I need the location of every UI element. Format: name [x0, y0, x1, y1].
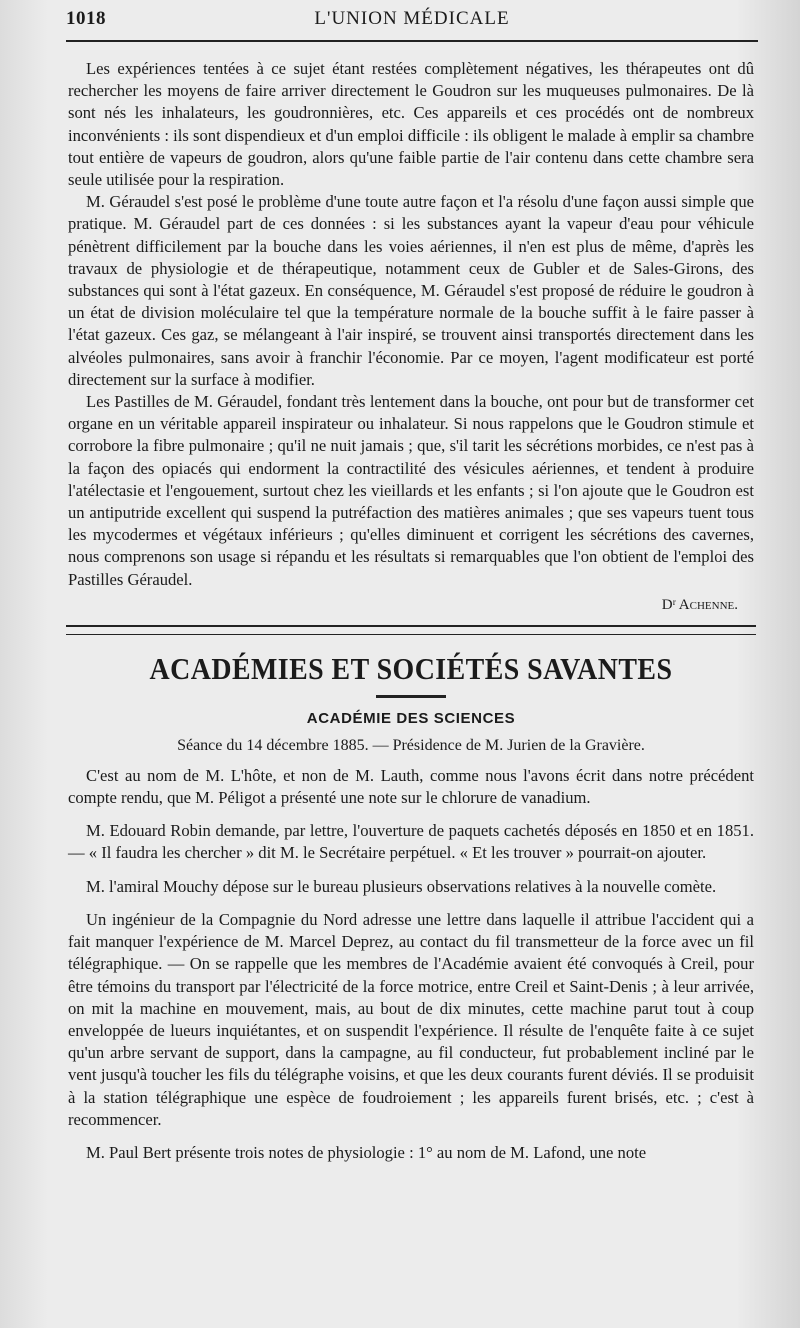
author-signature: Dʳ Achenne. — [661, 596, 738, 613]
report-paragraph: M. Edouard Robin demande, par lettre, l'ouverture de paquets cachetés déposés en 1850 et en 1851. — « Il faudra les chercher » dit M. le Secrétaire perpétuel. « Et les trouver » pourrait-on ajouter. — [68, 821, 754, 863]
article-geraudel — [68, 58, 754, 615]
page-number: 1018 — [66, 8, 106, 29]
subsection-title: ACADÉMIE DES SCIENCES — [306, 709, 516, 727]
section-title: ACADÉMIES ET SOCIÉTÉS SAVANTES — [149, 650, 673, 686]
running-title: L'UNION MÉDICALE — [314, 8, 510, 29]
article-paragraph: M. Géraudel s'est posé le problème d'une toute autre façon et l'a résolu d'une façon aussi simple que pratique. M. Géraudel part de ces données : si les substances ayant la vapeur d'eau pour véhicule pénètrent difficilement par la bouche dans les voies aériennes, il n'en est plus de même, d'après les travaux de physiologie et de thérapeutique, notamment ceux de Gubler et de Sales-Girons, des substances qui sont à l'état gazeux. En conséquence, M. Géraudel s'est proposé de réduire le goudron à un état de division moléculaire tel que la température normale de la bouche suffit à le faire passer à l'état gazeux. Ces gaz, se mélangeant à l'air inspiré, se trouvent ainsi transportés directement dans les alvéoles pulmonaires, sans avoir à franchir l'économie. Par ce moyen, l'agent modificateur est porté directement sur la surface à modifier. — [68, 192, 754, 389]
header-rule — [66, 40, 758, 42]
report-paragraph: C'est au nom de M. L'hôte, et non de M. Lauth, comme nous l'avons écrit dans notre précédent compte rendu, que M. Péligot a présenté une note sur le chlorure de vanadium. — [68, 765, 754, 808]
session-line: Séance du 14 décembre 1885. — Présidence de M. Jurien de la Gravière. — [177, 736, 645, 754]
report-paragraph: M. l'amiral Mouchy dépose sur le bureau plusieurs observations relatives à la nouvelle comète. — [86, 876, 717, 896]
report-paragraph: M. Paul Bert présente trois notes de physiologie : 1° au nom de M. Lafond, une note — [86, 1142, 647, 1162]
section-divider — [66, 625, 756, 635]
page-header — [66, 6, 758, 32]
article-paragraph: Les Pastilles de M. Géraudel, fondant très lentement dans la bouche, ont pour but de transformer cet organe en un véritable appareil inspirateur ou inhalateur. Si nous rappelons que le Goudron stimule et corrobore la fibre pulmonaire ; qu'il ne nuit jamais ; que, s'il tarit les sécrétions morbides, ce n'est pas à la façon des opiacés qui endorment la contractilité des vésicules aériennes, et tendent à produire l'atélectasie et l'engouement, surtout chez les vieillards et les enfants ; si l'on ajoute que le Goudron est un antiputride excellent qui suspend la putréfaction des matières animales ; que ses vapeurs tuent tous les mycodermes et végétaux inférieurs ; qu'elles diminuent et corrigent les sécrétions des cavernes, nous comprenons son usage si répandu et les résultats si remarquables que l'on obtient de l'emploi des Pastilles Géraudel. — [68, 392, 754, 589]
report-paragraph: Un ingénieur de la Compagnie du Nord adresse une lettre dans laquelle il attribue l'accident qui a fait manquer l'expérience de M. Marcel Deprez, au contact du fil transmetteur de la force avec un fil télégraphique. — On se rappelle que les membres de l'Académie avaient été convoqués à Creil, pour être témoins du transport par l'électricité de la force motrice, entre Creil et Saint-Denis ; à leur arrivée, on mit la machine en mouvement, mais, au bout de dix minutes, cette machine parut tout à coup enveloppée de lueurs inquiétantes, et on suspendit l'expérience. Il résulte de l'enquête faite à ce sujet qu'un arbre servant de support, dans la campagne, au fil conducteur, fut probablement incliné par le vent jusqu'à toucher les fils du télégraphe voisins, et que les deux courants furent déviés. Il se produisit à la station télégraphique une espèce de foudroiement ; les appareils furent brisés, etc. ; c'est à recommencer. — [68, 909, 754, 1129]
academy-report — [68, 765, 754, 1164]
article-paragraph: Les expériences tentées à ce sujet étant restées complètement négatives, les thérapeutes ont dû rechercher les moyens de faire arriver directement le Goudron sur les muqueuses pulmonaires. De là sont nés les inhalateurs, les goudronnières, etc. Ces appareils et ces procédés ont de nombreux inconvénients : ils sont dispendieux et d'un emploi difficile : ils obligent le malade à emplir sa chambre tout entière de vapeurs de goudron, alors qu'une faible partie de l'air contenu dans cette chambre sera seule utilisée pour la respiration. — [68, 59, 754, 190]
title-underline — [376, 695, 446, 698]
page-body — [68, 58, 754, 1175]
